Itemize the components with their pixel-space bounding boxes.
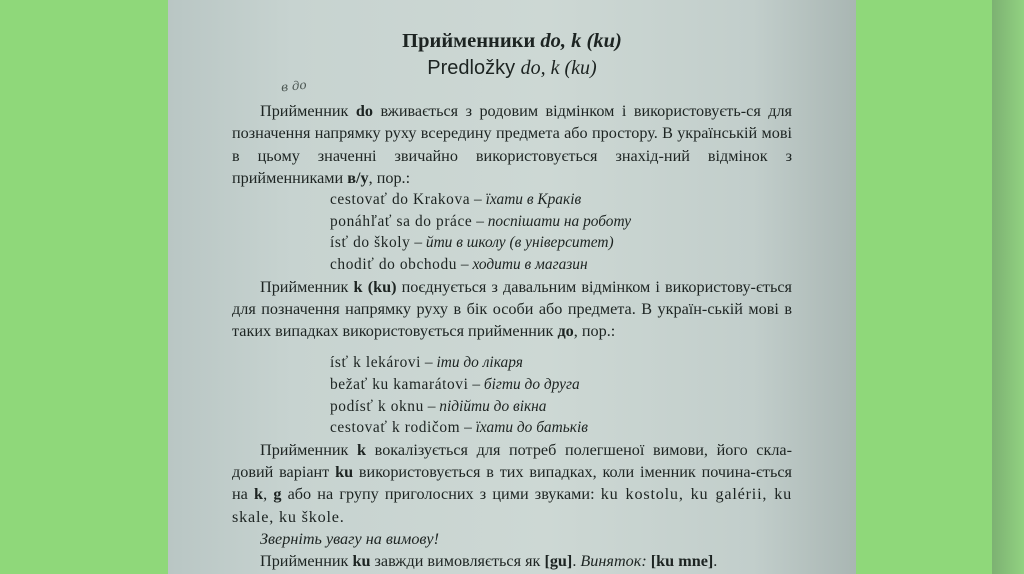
example-row: ponáhľať sa do práce – поспішати на роботу [330, 212, 632, 230]
examples-do [232, 189, 792, 275]
handwritten-note: в до [280, 77, 308, 95]
page-title: Прийменники do, k (ku) [402, 30, 622, 52]
example-row: ísť do školy – йти в школу (в університет) [330, 234, 614, 252]
paragraph-vocalization: Прийменник k вокалізується для потреб полегшеної вимови, його скла-довий варіант ku використовується в тих випадках, коли іменник почина-ється на k, g або на групу приголосних з цими звуками: ku kostolu, ku galérii, ku skale, ku škole. [232, 440, 793, 526]
book-page [232, 22, 792, 573]
example-row: podísť k oknu – підійти до вікна [330, 397, 547, 415]
example-row: ísť k lekárovi – іти до лікаря [330, 354, 523, 372]
pronunciation-note: Зверніть увагу на вимову! [260, 530, 440, 549]
paragraph-pronunciation: Прийменник ku завжди вимовляється як [gu]. Виняток: [ku mne]. [260, 552, 718, 571]
example-row: bežať ku kamarátovi – бігти до друга [330, 376, 580, 394]
paragraph-do: Прийменник do вживається з родовим відмінком і використовуєть-ся для позначення напрямку руху всередину предмета або простору. В українській мові в цьому значенні звичайно використовується знахід-ний відмінок з прийменниками в/у, пор.: [232, 102, 792, 187]
examples-k [232, 352, 792, 438]
example-row: cestovať k rodičom – їхати до батьків [330, 419, 588, 437]
book-gutter-shadow [992, 0, 1024, 574]
example-row: chodiť do obchodu – ходити в магазин [330, 255, 588, 273]
paragraph-k-ku: Прийменник k (ku) поєднується з давальним відмінком і використову-ється для позначення напрямку руху в бік особи або предмета. В україн-ській мові в таких випадках використовується прийменник до, пор.: [232, 277, 792, 341]
page-subtitle: Predložky do, k (ku) [427, 57, 597, 79]
example-row: cestovať do Krakova – їхати в Краків [330, 191, 582, 209]
